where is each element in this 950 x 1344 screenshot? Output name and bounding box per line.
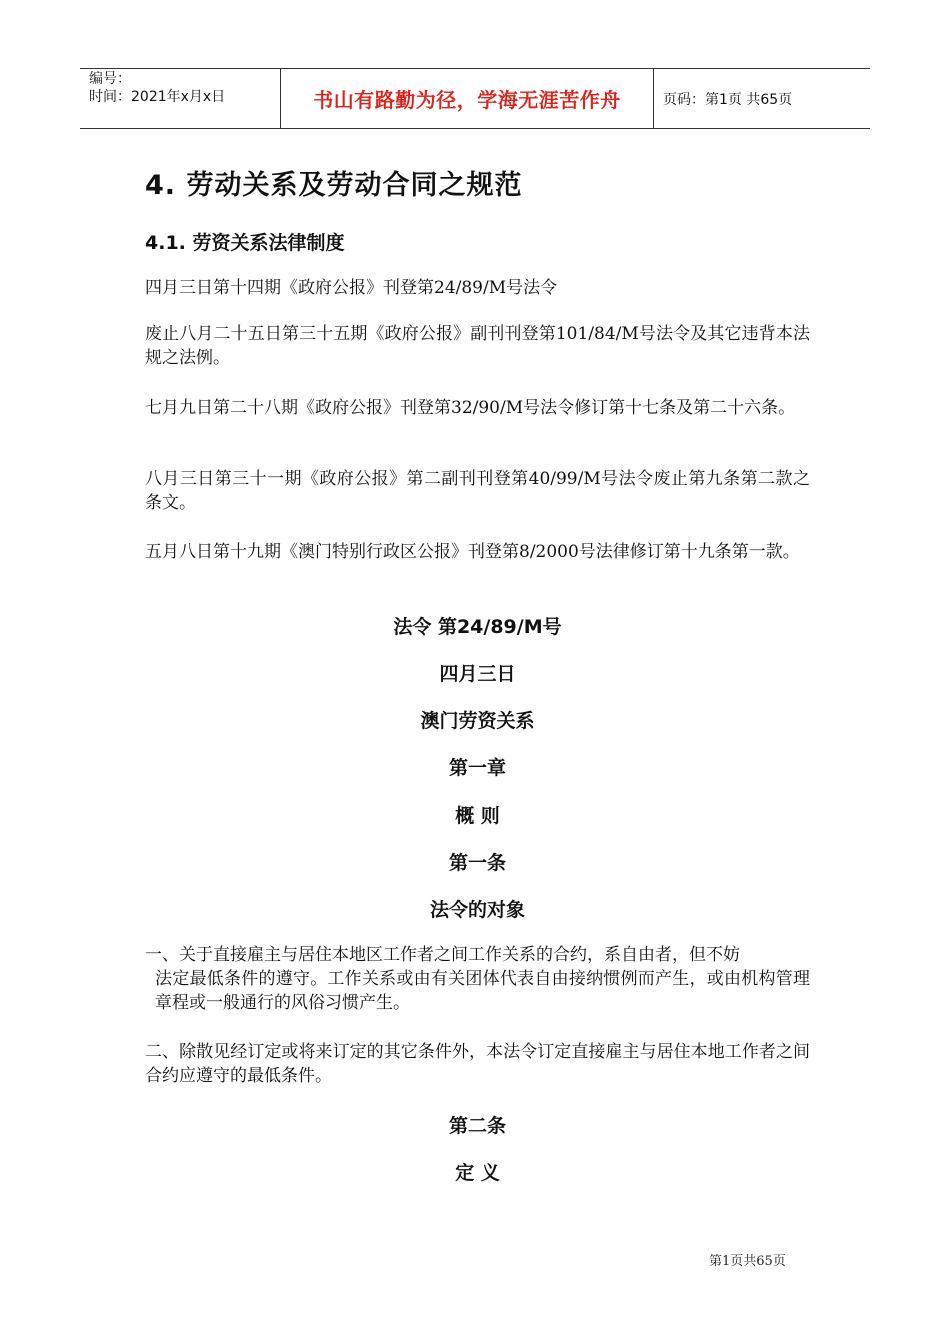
section-title: 4. 劳动关系及劳动合同之规范 [145, 170, 523, 201]
article-1-paragraph-1-first-line: 一、关于直接雇主与居住本地区工作者之间工作关系的合约，系自由者，但不妨 [145, 945, 740, 965]
page-footer: 第1页共65页 [709, 1254, 786, 1269]
article-1-title: 法令的对象 [429, 899, 525, 921]
page-header [80, 68, 870, 129]
time-line: 时间：2021年x月x日 [89, 89, 226, 105]
decree-date: 四月三日 [439, 663, 516, 685]
decree-number: 法令 第24/89/M号 [393, 616, 562, 638]
article-2-heading: 第二条 [448, 1115, 506, 1137]
chapter-title: 概 则 [455, 805, 500, 827]
intro-paragraph-1: 四月三日第十四期《政府公报》刊登第24/89/M号法令 [145, 278, 558, 298]
article-1-paragraph-1 [145, 943, 810, 1015]
subsection-title: 4.1. 劳资关系法律制度 [145, 232, 345, 254]
serial-label: 编号： [89, 71, 131, 87]
article-1-paragraph-2: 二、除散见经订定或将来订定的其它条件外，本法令订定直接雇主与居住本地工作者之间合约应遵守的最低条件。 [145, 1042, 810, 1086]
header-page-info: 页码：第1页 共65页 [663, 91, 793, 108]
intro-paragraph-2: 废止八月二十五日第三十五期《政府公报》副刊刊登第101/84/M号法令及其它违背本法规之法例。 [145, 324, 810, 368]
decree-name: 澳门劳资关系 [420, 710, 535, 732]
intro-paragraph-3: 七月九日第二十八期《政府公报》刊登第32/90/M号法令修订第十七条及第二十六条。 [145, 398, 796, 418]
header-meta [80, 69, 281, 128]
header-motto: 书山有路勤为径，学海无涯苦作舟 [281, 69, 654, 128]
chapter-heading: 第一章 [448, 757, 506, 779]
intro-paragraph-4: 八月三日第三十一期《政府公报》第二副刊刊登第40/99/M号法令废止第九条第二款之条文。 [145, 469, 810, 513]
article-2-title: 定 义 [455, 1162, 500, 1184]
intro-paragraph-5: 五月八日第十九期《澳门特别行政区公报》刊登第8/2000号法律修订第十九条第一款。 [145, 542, 800, 562]
article-1-paragraph-1-rest: 法定最低条件的遵守。工作关系或由有关团体代表自由接纳惯例而产生，或由机构管理章程或一般通行的风俗习惯产生。 [155, 969, 810, 1013]
article-1-heading: 第一条 [448, 852, 506, 874]
